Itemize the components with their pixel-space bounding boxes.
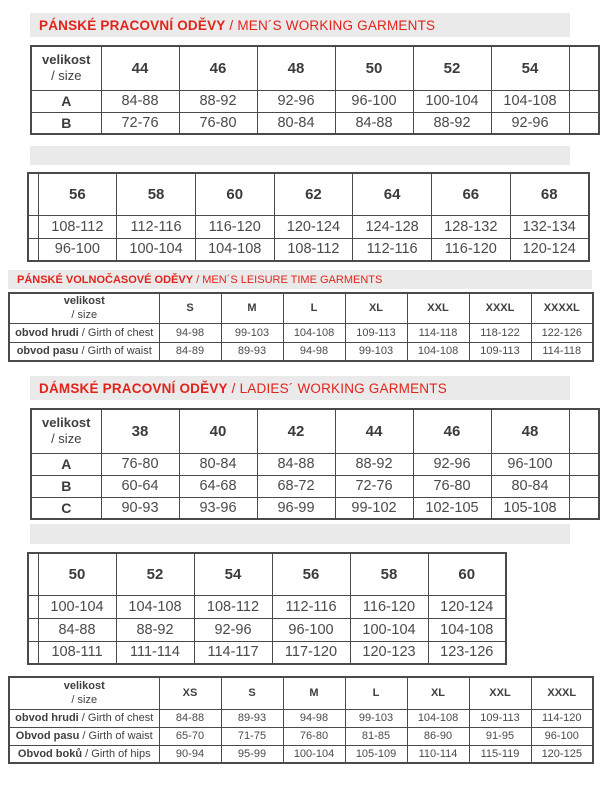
clipped-column-cell <box>28 215 38 238</box>
table-row <box>28 215 589 238</box>
size-column-header: 44 <box>101 46 179 90</box>
size-table <box>8 676 594 764</box>
size-column-header: 56 <box>272 553 350 595</box>
section-title-english: / LADIES´ WORKING GARMENTS <box>227 380 447 396</box>
row-label-english: / Girth of hips <box>82 747 151 760</box>
size-range-cell: 90-93 <box>101 497 179 519</box>
size-table <box>27 552 507 665</box>
size-range-cell: 123-126 <box>428 641 506 664</box>
size-range-cell: 100-104 <box>413 90 491 112</box>
size-range-cell: 104-108 <box>195 238 274 261</box>
size-column-header: 44 <box>335 409 413 453</box>
row-header <box>9 709 159 727</box>
section-header-ladies-working <box>30 376 570 400</box>
size-column-header: XXL <box>469 677 531 709</box>
size-range-cell: 92-96 <box>257 90 335 112</box>
size-column-header: 58 <box>117 173 196 215</box>
size-range-cell: 122-126 <box>531 323 593 342</box>
size-range-cell: 117-120 <box>272 641 350 664</box>
section-header-mens-working <box>30 13 570 37</box>
size-range-cell: 108-112 <box>38 215 117 238</box>
size-range-cell: 128-132 <box>431 215 510 238</box>
clipped-column-cell <box>569 90 599 112</box>
table-row <box>28 641 506 664</box>
size-range-cell: 102-105 <box>413 497 491 519</box>
size-column-header: 62 <box>274 173 353 215</box>
size-range-cell: 99-102 <box>335 497 413 519</box>
section-header-mens-leisure <box>8 270 592 289</box>
size-range-cell: 65-70 <box>159 727 221 745</box>
table-row <box>9 323 593 342</box>
size-column-header: 52 <box>413 46 491 90</box>
row-label-english: / Girth of waist <box>78 345 152 358</box>
size-range-cell: 91-95 <box>469 727 531 745</box>
size-range-cell: 72-76 <box>101 112 179 134</box>
size-range-cell: 89-93 <box>221 342 283 361</box>
row-label: A <box>31 453 101 475</box>
row-label: C <box>31 497 101 519</box>
size-range-cell: 60-64 <box>101 475 179 497</box>
size-range-cell: 108-112 <box>274 238 353 261</box>
size-column-header: 54 <box>491 46 569 90</box>
table-row <box>31 475 599 497</box>
row-label-czech: Obvod pasu <box>15 730 80 742</box>
size-column-header: S <box>221 677 283 709</box>
section-title-czech: PÁNSKÉ PRACOVNÍ ODĚVY <box>39 17 226 33</box>
size-range-cell: 84-88 <box>101 90 179 112</box>
size-range-cell: 84-88 <box>38 618 116 641</box>
size-column-header: L <box>345 677 407 709</box>
size-range-cell: 99-103 <box>345 342 407 361</box>
size-range-cell: 84-88 <box>257 453 335 475</box>
size-range-cell: 120-124 <box>428 595 506 618</box>
size-range-cell: 109-113 <box>345 323 407 342</box>
section-title-czech: DÁMSKÉ PRACOVNÍ ODĚVY <box>39 380 228 396</box>
size-range-cell: 76-80 <box>283 727 345 745</box>
size-column-header: 64 <box>353 173 432 215</box>
size-column-header: 50 <box>38 553 116 595</box>
size-range-cell: 115-119 <box>469 745 531 763</box>
size-range-cell: 64-68 <box>179 475 257 497</box>
size-column-header: XS <box>159 677 221 709</box>
size-range-cell: 95-99 <box>221 745 283 763</box>
size-range-cell: 88-92 <box>413 112 491 134</box>
size-column-header: M <box>283 677 345 709</box>
row-label-czech: Obvod boků <box>17 747 83 760</box>
size-range-cell: 94-98 <box>159 323 221 342</box>
table-row <box>28 618 506 641</box>
size-range-cell: 99-103 <box>345 709 407 727</box>
row-label-english: / Girth of waist <box>79 730 153 742</box>
mens-working-sizes-table-44-54 <box>30 45 600 135</box>
section-title-english: / MEN´S LEISURE TIME GARMENTS <box>193 273 383 286</box>
size-range-cell: 110-114 <box>407 745 469 763</box>
size-range-cell: 86-90 <box>407 727 469 745</box>
size-range-cell: 109-113 <box>469 709 531 727</box>
row-label: A <box>31 90 101 112</box>
table-row <box>9 745 593 763</box>
clipped-column-cell <box>28 238 38 261</box>
size-column-header: S <box>159 293 221 323</box>
size-column-header: 54 <box>194 553 272 595</box>
size-range-cell: 94-98 <box>283 342 345 361</box>
size-range-cell: 92-96 <box>413 453 491 475</box>
mens-leisure-measurements-table <box>8 292 594 362</box>
size-range-cell: 118-122 <box>469 323 531 342</box>
table-row <box>31 90 599 112</box>
size-range-cell: 88-92 <box>335 453 413 475</box>
ladies-measurements-table <box>8 676 594 764</box>
size-range-cell: 100-104 <box>283 745 345 763</box>
size-range-cell: 108-112 <box>194 595 272 618</box>
size-range-cell: 89-93 <box>221 709 283 727</box>
size-range-cell: 114-117 <box>194 641 272 664</box>
size-table <box>8 292 594 362</box>
size-range-cell: 112-116 <box>272 595 350 618</box>
clipped-column-cell <box>28 595 38 618</box>
size-column-header: 60 <box>195 173 274 215</box>
size-range-cell: 93-96 <box>179 497 257 519</box>
section-title-czech: PÁNSKÉ VOLNOČASOVÉ ODĚVY <box>17 273 194 286</box>
size-column-header: 50 <box>335 46 413 90</box>
size-range-cell: 104-108 <box>407 709 469 727</box>
size-range-cell: 116-120 <box>431 238 510 261</box>
size-range-cell: 68-72 <box>257 475 335 497</box>
mens-working-sizes-table-56-68 <box>27 172 590 262</box>
table-row <box>28 238 589 261</box>
size-table <box>27 172 590 262</box>
size-range-cell: 92-96 <box>491 112 569 134</box>
size-range-cell: 90-94 <box>159 745 221 763</box>
table-row <box>9 727 593 745</box>
table-row <box>31 453 599 475</box>
table-row <box>31 497 599 519</box>
row-header <box>9 342 159 361</box>
clipped-column-cell <box>569 112 599 134</box>
size-range-cell: 99-103 <box>221 323 283 342</box>
size-range-cell: 72-76 <box>335 475 413 497</box>
row-label: B <box>31 112 101 134</box>
size-range-cell: 96-100 <box>491 453 569 475</box>
size-column-header: 46 <box>179 46 257 90</box>
row-label-czech: obvod pasu <box>16 345 79 358</box>
size-column-header: 40 <box>179 409 257 453</box>
size-range-cell: 105-109 <box>345 745 407 763</box>
size-range-cell: 120-123 <box>350 641 428 664</box>
clipped-column-cell <box>569 46 599 90</box>
size-range-cell: 96-99 <box>257 497 335 519</box>
size-column-header: 52 <box>116 553 194 595</box>
size-range-cell: 104-108 <box>428 618 506 641</box>
row-header <box>9 727 159 745</box>
size-range-cell: 104-108 <box>116 595 194 618</box>
size-range-cell: 120-124 <box>510 238 589 261</box>
size-range-cell: 105-108 <box>491 497 569 519</box>
clipped-column-cell <box>569 453 599 475</box>
size-column-header: XXXL <box>531 677 593 709</box>
size-range-cell: 96-100 <box>531 727 593 745</box>
ladies-working-sizes-table-38-48 <box>30 408 600 520</box>
size-range-cell: 94-98 <box>283 709 345 727</box>
size-table <box>30 45 600 135</box>
size-column-header: XXXL <box>469 293 531 323</box>
size-range-cell: 120-125 <box>531 745 593 763</box>
size-range-cell: 80-84 <box>179 453 257 475</box>
size-range-cell: 84-89 <box>159 342 221 361</box>
size-range-cell: 96-100 <box>38 238 117 261</box>
size-range-cell: 84-88 <box>335 112 413 134</box>
corner-label-czech: velikost <box>63 295 105 307</box>
size-corner-cell <box>9 677 159 709</box>
corner-label-czech: velikost <box>42 415 91 430</box>
size-range-cell: 120-124 <box>274 215 353 238</box>
size-range-cell: 80-84 <box>257 112 335 134</box>
table-row <box>31 112 599 134</box>
clipped-column-cell <box>569 497 599 519</box>
size-column-header: L <box>283 293 345 323</box>
size-range-cell: 116-120 <box>350 595 428 618</box>
size-column-header: 66 <box>431 173 510 215</box>
section-divider-bar <box>30 146 570 165</box>
row-header <box>9 745 159 763</box>
size-column-header: XL <box>345 293 407 323</box>
size-range-cell: 104-108 <box>283 323 345 342</box>
row-label: B <box>31 475 101 497</box>
size-column-header: 56 <box>38 173 117 215</box>
clipped-column-cell <box>569 409 599 453</box>
size-range-cell: 76-80 <box>413 475 491 497</box>
size-range-cell: 88-92 <box>116 618 194 641</box>
size-range-cell: 84-88 <box>159 709 221 727</box>
clipped-column-cell <box>28 618 38 641</box>
corner-label-english: / size <box>71 309 98 322</box>
size-column-header: 48 <box>491 409 569 453</box>
size-column-header: 60 <box>428 553 506 595</box>
size-range-cell: 109-113 <box>469 342 531 361</box>
size-range-cell: 114-120 <box>531 709 593 727</box>
size-column-header: XXL <box>407 293 469 323</box>
size-range-cell: 104-108 <box>407 342 469 361</box>
size-range-cell: 132-134 <box>510 215 589 238</box>
section-title-english: / MEN´S WORKING GARMENTS <box>225 17 436 33</box>
clipped-column-cell <box>28 641 38 664</box>
size-column-header: 46 <box>413 409 491 453</box>
corner-label-english: / size <box>71 694 98 707</box>
size-range-cell: 71-75 <box>221 727 283 745</box>
size-column-header: XXXXL <box>531 293 593 323</box>
row-label-english: / Girth of chest <box>78 326 154 339</box>
size-range-cell: 114-118 <box>531 342 593 361</box>
size-table <box>30 408 600 520</box>
size-range-cell: 76-80 <box>179 112 257 134</box>
corner-label-czech: velikost <box>42 52 91 67</box>
size-range-cell: 96-100 <box>335 90 413 112</box>
clipped-column-cell <box>28 553 38 595</box>
table-row <box>9 342 593 361</box>
size-range-cell: 124-128 <box>353 215 432 238</box>
row-label-english: / Girth of chest <box>78 712 154 724</box>
row-label-czech: obvod hrudi <box>15 712 79 724</box>
size-range-cell: 104-108 <box>491 90 569 112</box>
table-row <box>9 709 593 727</box>
size-range-cell: 92-96 <box>194 618 272 641</box>
ladies-working-sizes-table-50-60 <box>27 552 507 665</box>
row-header <box>9 323 159 342</box>
clipped-column-cell <box>28 173 38 215</box>
size-range-cell: 96-100 <box>272 618 350 641</box>
size-range-cell: 112-116 <box>353 238 432 261</box>
size-range-cell: 76-80 <box>101 453 179 475</box>
section-divider-bar <box>30 524 570 544</box>
corner-label-czech: velikost <box>63 679 105 692</box>
size-corner-cell <box>9 293 159 323</box>
row-label-czech: obvod hrudi <box>15 326 79 339</box>
size-column-header: M <box>221 293 283 323</box>
size-range-cell: 81-85 <box>345 727 407 745</box>
corner-label-english: / size <box>51 431 82 447</box>
clipped-column-cell <box>569 475 599 497</box>
size-column-header: 58 <box>350 553 428 595</box>
size-range-cell: 100-104 <box>117 238 196 261</box>
size-range-cell: 114-118 <box>407 323 469 342</box>
size-corner-cell <box>31 46 101 90</box>
size-column-header: 48 <box>257 46 335 90</box>
size-range-cell: 108-111 <box>38 641 116 664</box>
size-column-header: 42 <box>257 409 335 453</box>
size-column-header: 68 <box>510 173 589 215</box>
size-range-cell: 100-104 <box>350 618 428 641</box>
size-corner-cell <box>31 409 101 453</box>
size-column-header: XL <box>407 677 469 709</box>
size-column-header: 38 <box>101 409 179 453</box>
table-row <box>28 595 506 618</box>
size-range-cell: 88-92 <box>179 90 257 112</box>
size-range-cell: 80-84 <box>491 475 569 497</box>
size-range-cell: 100-104 <box>38 595 116 618</box>
size-range-cell: 116-120 <box>195 215 274 238</box>
size-range-cell: 111-114 <box>116 641 194 664</box>
corner-label-english: / size <box>51 68 82 84</box>
size-range-cell: 112-116 <box>117 215 196 238</box>
